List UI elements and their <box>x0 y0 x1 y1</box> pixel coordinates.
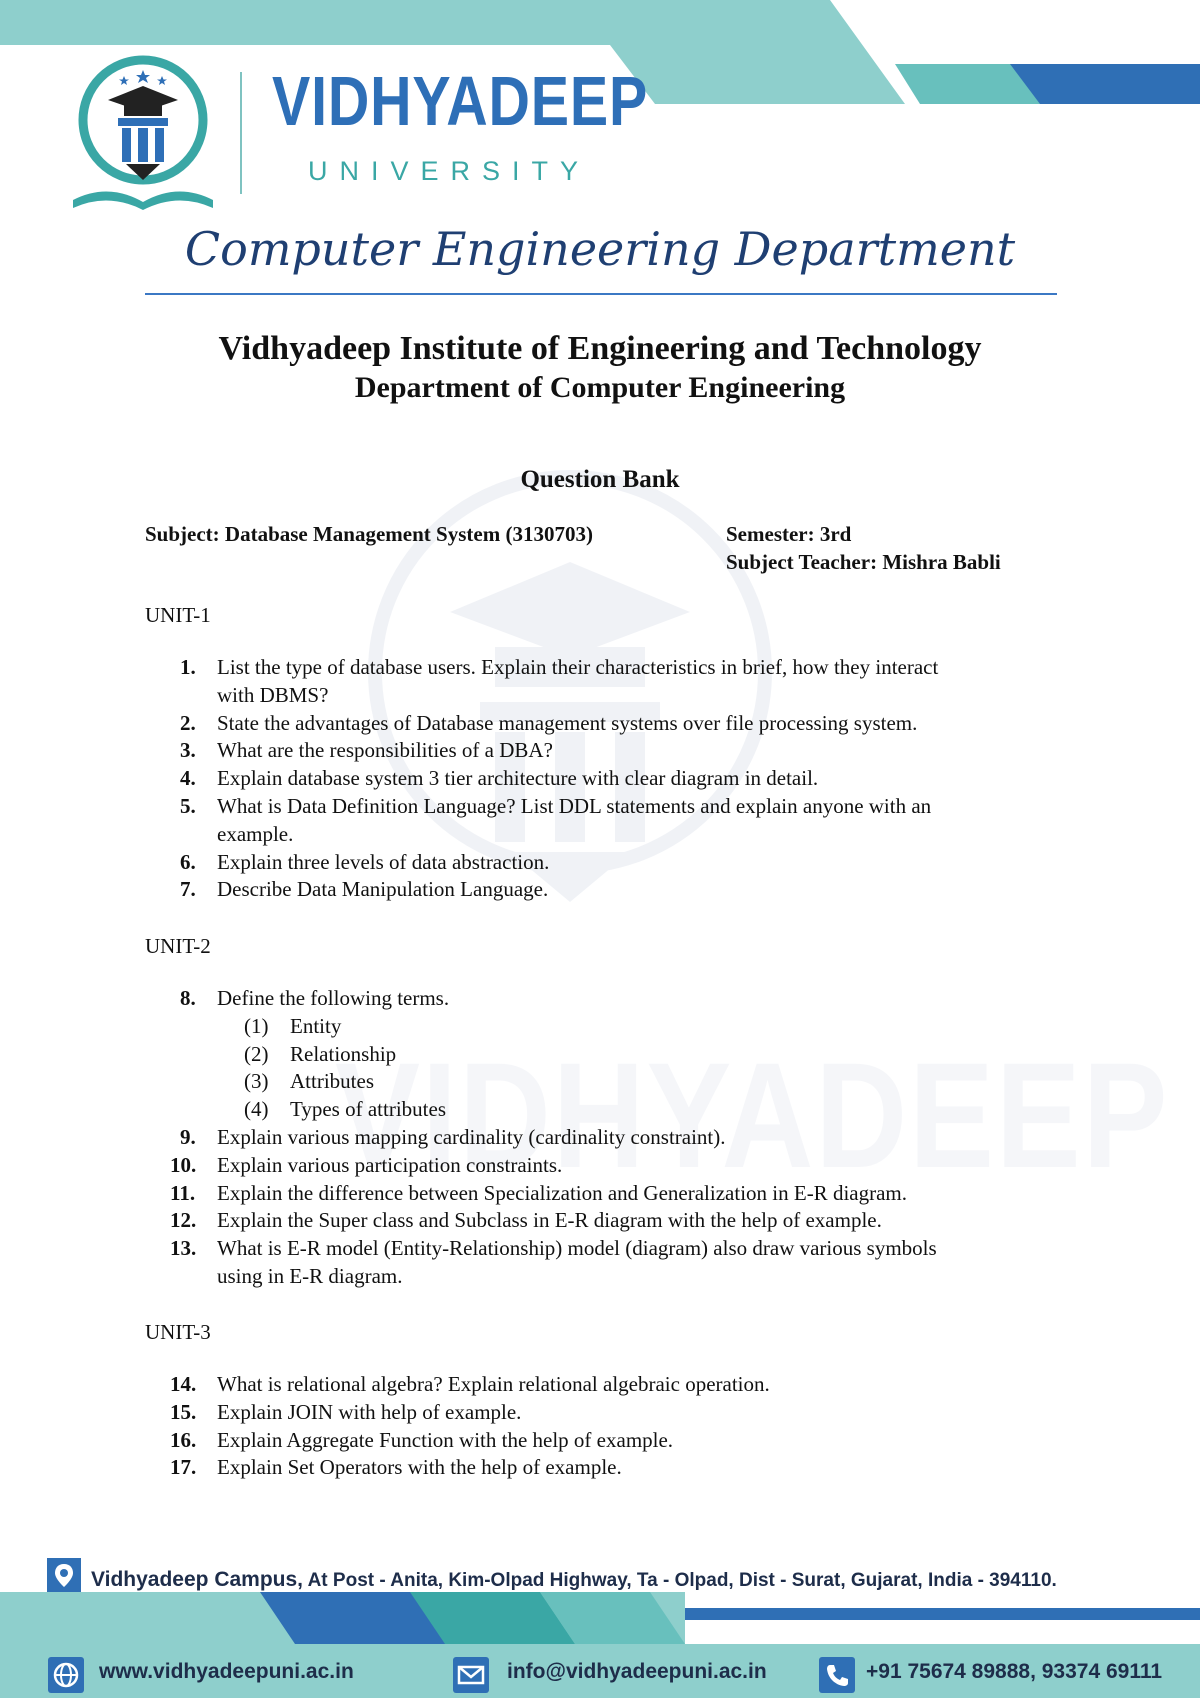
sub-item-text: Types of attributes <box>290 1097 446 1122</box>
question-text: Describe Data Manipulation Language. <box>217 877 549 902</box>
sub-item <box>172 1096 1072 1124</box>
question-text: Define the following terms. <box>217 986 450 1010</box>
question-text: Explain various mapping cardinality (cardinality constraint). <box>217 1124 726 1149</box>
unit-heading: UNIT-1 <box>145 603 211 627</box>
question-text: using in E-R diagram. <box>217 1263 403 1288</box>
question-number: 8. <box>180 986 196 1010</box>
sub-item-number: (4) <box>244 1097 269 1122</box>
question-text: What is Data Definition Language? List DDL statements and explain anyone with an <box>217 793 932 818</box>
question-text: Explain JOIN with help of example. <box>217 1399 522 1424</box>
question-text: Explain the difference between Specialization and Generalization in E-R diagram. <box>217 1180 907 1205</box>
unit-heading: UNIT-2 <box>145 934 211 958</box>
question-text: Explain three levels of data abstraction. <box>217 849 550 874</box>
sub-item <box>172 1013 1072 1041</box>
address-campus: Vidhyadeep Campus, <box>91 1568 304 1591</box>
question-item <box>172 1427 1072 1455</box>
question-item <box>172 985 1072 1013</box>
question-item <box>172 737 1072 765</box>
question-list <box>172 985 1072 1291</box>
question-item <box>172 1180 1072 1208</box>
question-text: What are the responsibilities of a DBA? <box>217 738 553 763</box>
footer-email-link[interactable]: info@vidhyadeepuni.ac.in <box>507 1660 767 1683</box>
question-list <box>172 1371 1072 1482</box>
question-text: Explain Aggregate Function with the help of example. <box>217 1427 674 1452</box>
teacher-line: Subject Teacher: Mishra Babli <box>726 550 1001 574</box>
question-list <box>172 654 1072 904</box>
email-icon <box>453 1657 489 1693</box>
department-banner: Computer Engineering Department <box>184 222 1016 276</box>
question-number: 1. <box>180 655 196 679</box>
sub-item-text: Relationship <box>290 1041 397 1066</box>
question-text: Explain Set Operators with the help of example. <box>217 1455 622 1480</box>
question-item <box>172 1207 1072 1235</box>
university-logo <box>68 52 218 218</box>
semester-line: Semester: 3rd <box>726 522 852 546</box>
question-text: Explain the Super class and Subclass in E-R diagram with the help of example. <box>217 1208 882 1233</box>
question-number: 10. <box>170 1152 197 1177</box>
question-item <box>172 876 1072 904</box>
question-item <box>172 849 1072 877</box>
location-pin-icon <box>47 1558 81 1592</box>
question-item <box>172 654 1072 710</box>
phone-icon <box>819 1657 855 1693</box>
question-number: 13. <box>170 1236 197 1261</box>
question-number: 5. <box>180 793 196 818</box>
question-text: Explain database system 3 tier architecture with clear diagram in detail. <box>217 766 819 791</box>
sub-item-number: (1) <box>244 1013 269 1038</box>
footer-address <box>91 1568 1057 1592</box>
sub-item-number: (2) <box>244 1041 269 1066</box>
sub-item <box>172 1068 1072 1096</box>
question-item <box>172 765 1072 793</box>
globe-icon <box>48 1657 84 1693</box>
footer-website-link[interactable]: www.vidhyadeepuni.ac.in <box>99 1660 354 1683</box>
brand-subtitle: UNIVERSITY <box>308 156 591 186</box>
question-text: What is E-R model (Entity-Relationship) model (diagram) also draw various symbols <box>217 1236 937 1261</box>
institute-title: Vidhyadeep Institute of Engineering and Technology <box>218 330 982 367</box>
question-text: List the type of database users. Explain their characteristics in brief, how they interact <box>217 655 939 679</box>
document-title: Question Bank <box>520 466 680 493</box>
sub-item-number: (3) <box>244 1069 269 1094</box>
question-item <box>172 1124 1072 1152</box>
sub-item-text: Entity <box>290 1013 342 1038</box>
question-number: 14. <box>170 1372 197 1396</box>
question-item <box>172 793 1072 849</box>
question-number: 11. <box>170 1180 196 1205</box>
footer-phone[interactable]: +91 75674 89888, 93374 69111 <box>866 1660 1163 1683</box>
question-number: 16. <box>170 1427 197 1452</box>
logo-divider <box>240 72 242 194</box>
question-text: with DBMS? <box>217 682 329 707</box>
banner-rule <box>145 293 1057 295</box>
question-number: 6. <box>180 849 196 874</box>
question-item <box>172 1454 1072 1482</box>
unit-heading: UNIT-3 <box>145 1320 211 1344</box>
question-item <box>172 1152 1072 1180</box>
question-number: 17. <box>170 1455 197 1480</box>
question-text: What is relational algebra? Explain relational algebraic operation. <box>217 1372 770 1396</box>
question-item <box>172 1371 1072 1399</box>
question-item <box>172 710 1072 738</box>
department-title: Department of Computer Engineering <box>354 371 846 404</box>
sub-item <box>172 1041 1072 1069</box>
question-text: State the advantages of Database management systems over file processing system. <box>217 710 918 735</box>
sub-item-text: Attributes <box>290 1069 374 1094</box>
question-number: 4. <box>180 766 196 791</box>
question-number: 3. <box>180 738 196 763</box>
question-text: example. <box>217 821 294 846</box>
question-number: 15. <box>170 1399 197 1424</box>
question-number: 12. <box>170 1208 197 1233</box>
question-item <box>172 1399 1072 1427</box>
question-number: 2. <box>180 710 196 735</box>
subject-line: Subject: Database Management System (3130703) <box>145 522 593 546</box>
question-text: Explain various participation constraints. <box>217 1152 563 1177</box>
brand-name: VIDHYADEEP <box>272 62 649 140</box>
question-number: 9. <box>180 1124 196 1149</box>
address-details: At Post - Anita, Kim-Olpad Highway, Ta - Olpad, Dist - Surat, Gujarat, India - 394110. <box>303 1570 1057 1591</box>
question-item <box>172 1235 1072 1291</box>
question-number: 7. <box>180 877 196 902</box>
